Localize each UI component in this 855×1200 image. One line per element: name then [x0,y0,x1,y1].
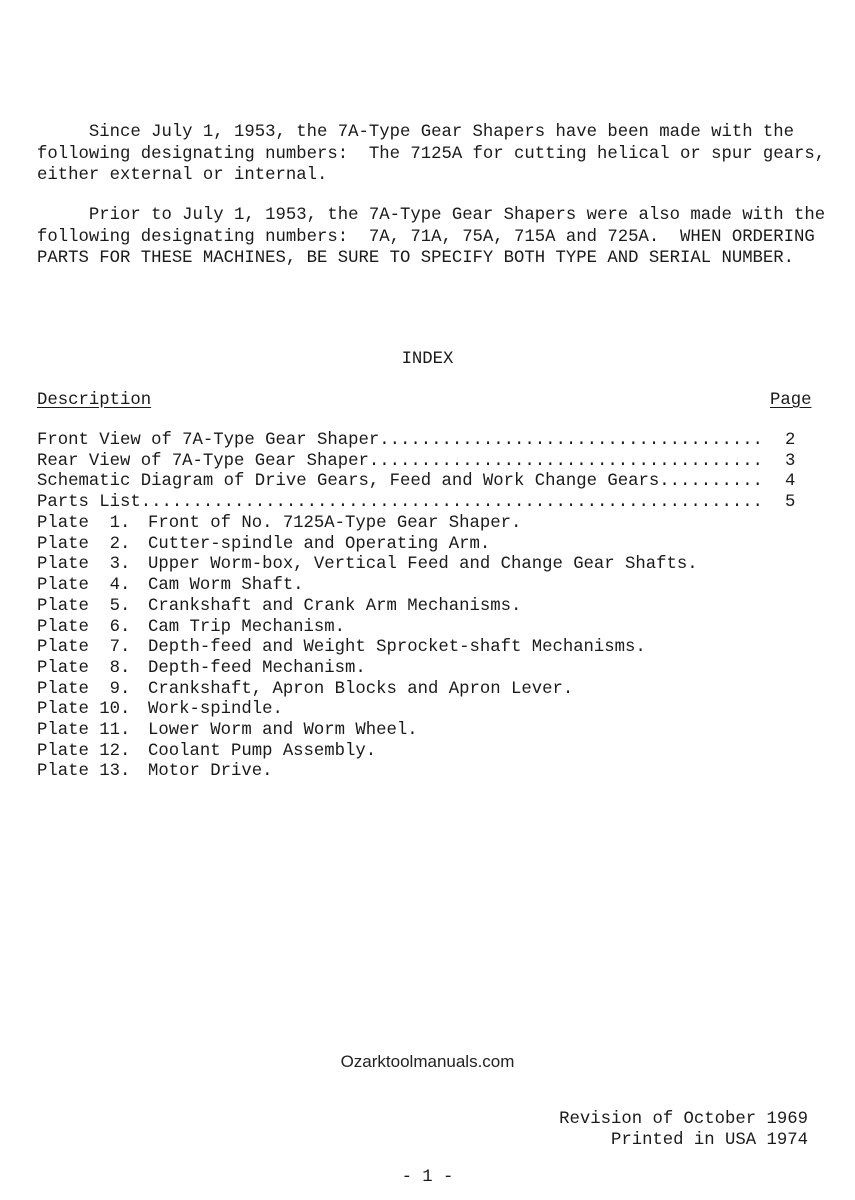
text-line: PARTS FOR THESE MACHINES, BE SURE TO SPECIFY BOTH TYPE AND SERIAL NUMBER. [37,249,795,268]
index-entry [37,431,762,452]
plate-item [37,700,283,721]
text-line: either external or internal. [37,166,328,185]
index-title: INDEX [401,350,454,369]
plate-item [37,618,345,639]
text-line: Since July 1, 1953, the 7A-Type Gear Shapers have been made with the [37,123,795,142]
plate-item [37,555,698,576]
index-entry [37,452,762,473]
page-number: - 1 - [401,1168,454,1187]
plate-title: Cam Worm Shaft. [148,576,304,596]
entry-page: 3 [785,451,796,471]
entry-description: Parts List [37,493,141,513]
entry-page: 4 [785,472,796,492]
plate-title: Crankshaft, Apron Blocks and Apron Lever. [148,679,574,699]
index-entry [37,472,762,493]
plate-item [37,721,418,742]
plate-title: Lower Worm and Worm Wheel. [148,721,418,740]
plate-label: Plate 2. [37,534,131,554]
text-line: Prior to July 1, 1953, the 7A-Type Gear Shapers were also made with the [37,206,826,225]
plate-label: Plate 9. [37,679,131,699]
plate-label: Plate 4. [37,576,131,596]
plate-item [37,638,646,659]
plate-item [37,762,272,783]
description-column-header: Description [37,391,152,410]
entry-page: 5 [785,493,796,513]
intro-paragraph-2 [37,205,837,270]
plate-label: Plate 13. [37,762,131,782]
revision-date: Revision of October 1969 [559,1110,808,1129]
plate-title: Work-spindle. [148,700,283,720]
entry-description: Front View of 7A-Type Gear Shaper [37,431,380,450]
plate-label: Plate 10. [37,700,131,720]
plate-label: Plate 3. [37,555,131,575]
plate-label: Plate 1. [37,514,131,533]
plate-title: Depth-feed Mechanism. [148,658,366,678]
plate-title: Motor Drive. [148,762,273,782]
plate-item [37,597,521,618]
plate-title: Upper Worm-box, Vertical Feed and Change Gear Shafts. [148,555,698,575]
plate-title: Cam Trip Mechanism. [148,617,346,637]
revision-note [559,1109,808,1151]
index-entry [37,493,762,514]
plate-item [37,514,521,535]
plate-item [37,680,573,701]
plate-title: Coolant Pump Assembly. [148,741,377,761]
plate-item [37,659,366,680]
plate-title: Front of No. 7125A-Type Gear Shaper. [148,514,522,533]
entry-description: Rear View of 7A-Type Gear Shaper [37,451,369,471]
plate-label: Plate 11. [37,721,131,740]
plate-label: Plate 8. [37,658,131,678]
plate-title: Cutter-spindle and Operating Arm. [148,534,491,554]
print-date: Printed in USA 1974 [610,1131,808,1150]
plate-title: Depth-feed and Weight Sprocket-shaft Mechanisms. [148,638,646,658]
plate-item [37,742,376,763]
page-column-header: Page [770,391,812,410]
text-line: following designating numbers: 7A, 71A, 75A, 715A and 725A. WHEN ORDERING [37,227,815,247]
plate-label: Plate 5. [37,596,131,616]
plate-label: Plate 7. [37,638,131,658]
plate-item [37,535,490,556]
plate-item [37,576,304,597]
plate-title: Crankshaft and Crank Arm Mechanisms. [148,596,522,616]
entry-page: 2 [785,431,796,450]
intro-paragraph-1 [37,122,837,187]
entry-description: Schematic Diagram of Drive Gears, Feed and Work Change Gears [37,472,660,492]
plate-label: Plate 12. [37,741,131,761]
plate-label: Plate 6. [37,617,131,637]
website-watermark: Ozarktoolmanuals.com [340,1052,515,1071]
text-line: following designating numbers: The 7125A for cutting helical or spur gears, [37,144,826,164]
